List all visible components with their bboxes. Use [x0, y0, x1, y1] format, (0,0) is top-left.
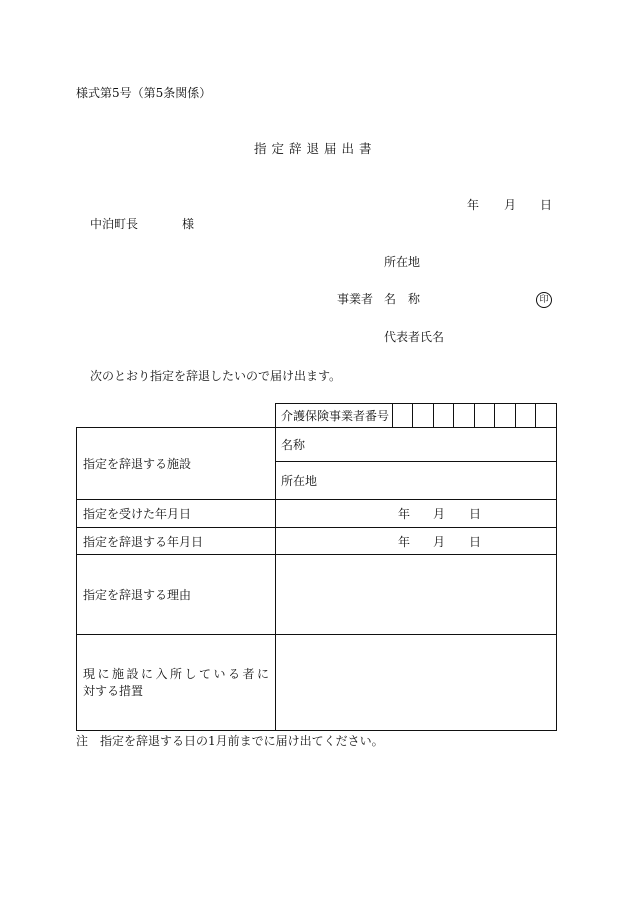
insurance-number-digit[interactable] — [393, 404, 412, 427]
addressee-name: 中泊町長 — [90, 217, 139, 231]
withdraw-date-field[interactable] — [276, 528, 556, 554]
addressee-honorific: 様 — [182, 217, 195, 231]
date-day-label: 日 — [540, 198, 553, 212]
withdraw-date-year: 年 — [398, 534, 411, 549]
date-month-label: 月 — [504, 198, 517, 212]
intro-text: 次のとおり指定を辞退したいので届け出ます。 — [90, 369, 342, 383]
insurance-number-digit[interactable] — [516, 404, 535, 427]
insurance-number-digit[interactable] — [475, 404, 494, 427]
measures-label-line1: 現に施設に入所している者に — [83, 666, 269, 681]
reason-field[interactable] — [276, 555, 556, 634]
facility-name-label: 名称 — [281, 438, 306, 452]
withdraw-date-month: 月 — [433, 534, 446, 549]
facility-address-field[interactable] — [276, 462, 556, 499]
designated-date-field[interactable] — [276, 500, 556, 527]
seal-mark — [536, 291, 552, 308]
designated-date-day: 日 — [469, 507, 482, 521]
insurance-number-digit[interactable] — [495, 404, 515, 427]
page-title: 指定辞退届出書 — [254, 141, 377, 156]
insurance-number-label: 介護保険事業者番号 — [281, 409, 390, 423]
measures-field[interactable] — [276, 635, 556, 730]
applicant-name-label: 名 称 — [384, 292, 421, 306]
designated-date-year: 年 — [398, 507, 411, 521]
withdraw-date-label: 指定を辞退する年月日 — [83, 534, 204, 549]
measures-label — [83, 635, 269, 730]
insurance-number-digit[interactable] — [536, 404, 556, 427]
applicant-role-label: 事業者 — [337, 292, 374, 306]
facility-name-field[interactable] — [276, 428, 556, 461]
insurance-number-digit[interactable] — [454, 404, 474, 427]
designated-date-month: 月 — [433, 507, 446, 521]
applicant-address-label: 所在地 — [384, 255, 421, 269]
measures-label-line2: 対する措置 — [83, 683, 144, 698]
facility-address-label: 所在地 — [281, 474, 318, 488]
footnote: 注 指定を辞退する日の1月前までに届け出てください。 — [76, 734, 384, 748]
applicant-representative-label: 代表者氏名 — [384, 330, 445, 344]
seal-icon: 印 — [536, 292, 552, 308]
insurance-number-digit[interactable] — [413, 404, 433, 427]
date-year-label: 年 — [467, 198, 480, 212]
insurance-number-digit[interactable] — [434, 404, 453, 427]
withdraw-date-day: 日 — [469, 534, 482, 549]
form-number: 様式第5号（第5条関係） — [76, 86, 212, 100]
facility-label: 指定を辞退する施設 — [83, 457, 192, 471]
designated-date-label: 指定を受けた年月日 — [83, 507, 192, 521]
reason-label: 指定を辞退する理由 — [83, 588, 192, 602]
